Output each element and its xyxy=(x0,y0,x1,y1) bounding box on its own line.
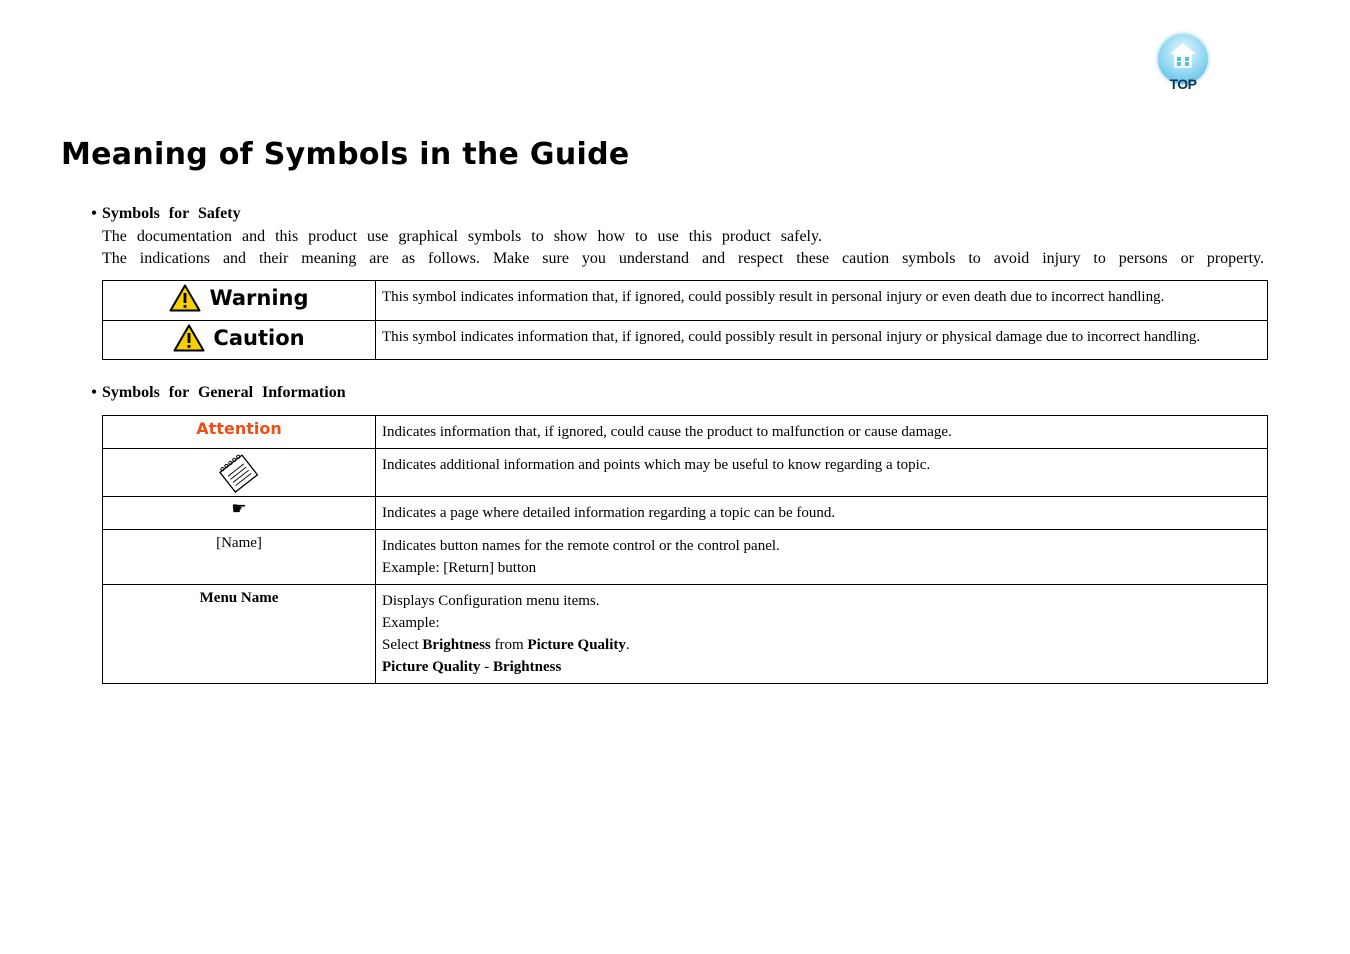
name-description-line-2: Example: [Return] button xyxy=(382,560,537,576)
name-description xyxy=(376,530,1268,585)
page-title: Meaning of Symbols in the Guide xyxy=(61,137,630,172)
warning-cell xyxy=(103,281,376,321)
menu-name-description xyxy=(376,585,1268,684)
menu-description-line-1: Displays Configuration menu items. xyxy=(382,593,600,609)
warning-label xyxy=(169,284,308,312)
name-cell xyxy=(103,530,376,585)
warning-text: Warning xyxy=(209,286,309,310)
menu-description-line-2: Example: xyxy=(382,615,440,631)
reference-cell xyxy=(103,497,376,530)
name-label: [Name] xyxy=(216,535,262,551)
table-row xyxy=(103,530,1268,585)
table-row xyxy=(103,321,1268,360)
path-menu: Picture Quality xyxy=(382,659,481,675)
bullet: • xyxy=(91,384,97,401)
menu-description-line-4 xyxy=(382,656,1262,678)
caution-cell xyxy=(103,321,376,360)
select-prefix: Select xyxy=(382,637,423,653)
caution-label xyxy=(173,324,304,352)
safety-intro-line-2: The indications and their meaning are as follows. Make sure you understand and respect these caution symbols to avoid injury to persons or property. xyxy=(102,250,1264,267)
path-separator: - xyxy=(480,659,493,675)
name-description-line-1: Indicates button names for the remote control or the control panel. xyxy=(382,538,780,554)
attention-cell xyxy=(103,416,376,449)
safety-symbols-table xyxy=(102,280,1268,360)
reference-description: Indicates a page where detailed information regarding a topic can be found. xyxy=(376,497,1268,530)
bullet: • xyxy=(91,205,97,222)
attention-label: Attention xyxy=(196,419,282,438)
safety-heading xyxy=(86,205,241,223)
table-row xyxy=(103,585,1268,684)
safety-heading-text: Symbols for Safety xyxy=(102,205,241,222)
attention-description: Indicates information that, if ignored, could cause the product to malfunction or cause damage. xyxy=(376,416,1268,449)
home-icon xyxy=(1168,41,1198,71)
table-row xyxy=(103,416,1268,449)
menu-name-label: Menu Name xyxy=(199,590,279,606)
warning-triangle-icon xyxy=(169,284,201,312)
table-row xyxy=(103,449,1268,497)
menu-name-cell xyxy=(103,585,376,684)
select-suffix: . xyxy=(625,637,630,653)
warning-description: This symbol indicates information that, if ignored, could possibly result in personal injury or even death due to incorrect handling. xyxy=(376,281,1268,321)
top-button[interactable] xyxy=(1155,32,1211,94)
note-cell xyxy=(103,449,376,497)
select-mid: from xyxy=(490,637,528,653)
general-heading-text: Symbols for General Information xyxy=(102,384,346,401)
caution-description: This symbol indicates information that, if ignored, could possibly result in personal injury or physical damage due to incorrect handling. xyxy=(376,321,1268,360)
select-menu: Picture Quality xyxy=(527,637,626,653)
select-item: Brightness xyxy=(422,637,491,653)
safety-intro-line-1: The documentation and this product use graphical symbols to show how to use this product safely. xyxy=(102,228,822,245)
general-symbols-table xyxy=(102,415,1268,684)
menu-description-line-3 xyxy=(382,634,1262,656)
table-row xyxy=(103,497,1268,530)
pointing-hand-icon: ☛ xyxy=(231,499,247,518)
note-description: Indicates additional information and points which may be useful to know regarding a topic. xyxy=(376,449,1268,497)
table-row xyxy=(103,281,1268,321)
path-item: Brightness xyxy=(492,659,562,675)
notepad-icon xyxy=(214,452,264,496)
warning-triangle-icon xyxy=(173,324,205,352)
general-heading xyxy=(86,384,346,402)
caution-text: Caution xyxy=(213,326,305,350)
top-label: TOP xyxy=(1169,76,1197,92)
